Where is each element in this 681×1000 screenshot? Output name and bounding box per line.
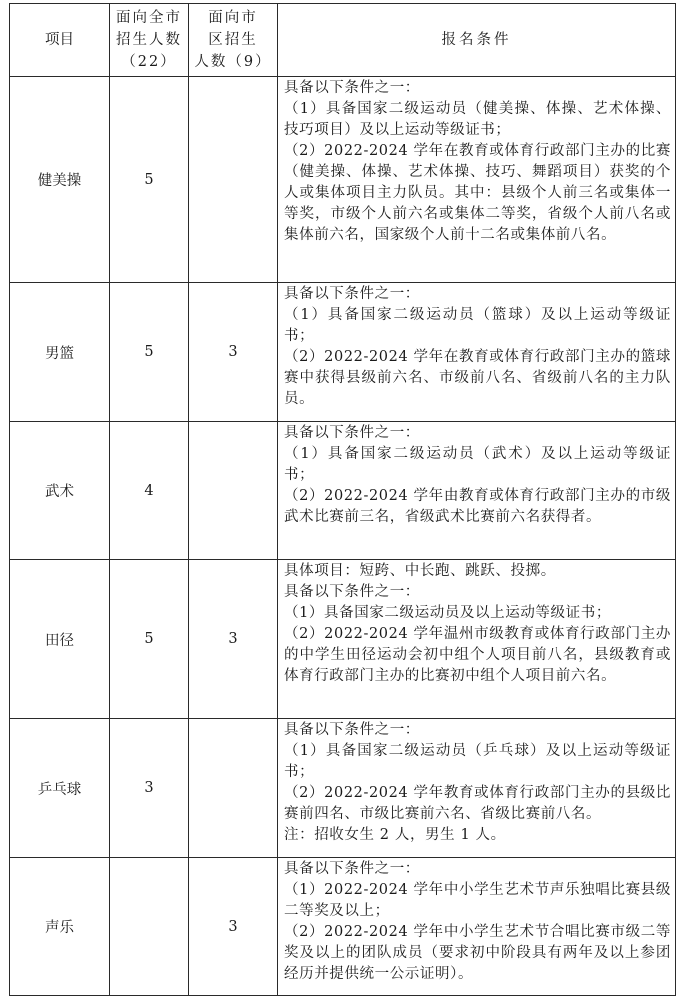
table-row xyxy=(10,283,676,422)
row-item-name: 男篮 xyxy=(10,283,110,422)
condition-line: （1）具备国家二级运动员（篮球）及以上运动等级证书； xyxy=(284,307,671,344)
condition-line: 具备以下条件之一： xyxy=(284,425,420,441)
row-conditions xyxy=(278,858,676,996)
condition-line: （1）具备国家二级运动员及以上运动等级证书； xyxy=(284,605,611,621)
table-row xyxy=(10,560,676,719)
condition-line: （2）2022-2024 学年由教育或体育行政部门主办的市级武术比赛前三名，省级武术比赛前六名获得者。 xyxy=(284,488,671,525)
row-item-name: 乒乓球 xyxy=(10,719,110,858)
row-city-count: 4 xyxy=(110,422,189,560)
table-row xyxy=(10,422,676,560)
condition-line: （2）2022-2024 学年中小学生艺术节合唱比赛市级二等奖及以上的团队成员（要求初中阶段具有两年及以上参团经历并提供统一公示证明）。 xyxy=(284,924,671,982)
table-row xyxy=(10,77,676,283)
header-district-line2: 区招生 xyxy=(208,32,258,48)
header-conditions: 报名条件 xyxy=(278,4,676,77)
condition-line: 具备以下条件之一： xyxy=(284,584,420,600)
condition-line: 具体项目：短跨、中长跑、跳跃、投掷。 xyxy=(284,563,556,579)
row-city-count: 3 xyxy=(110,719,189,858)
row-item-name: 声乐 xyxy=(10,858,110,996)
header-city-line3: （22） xyxy=(121,54,177,70)
condition-line: （2）2022-2024 学年在教育或体育行政部门主办的比赛（健美操、体操、艺术体操、技巧、舞蹈项目）获奖的个人或集体项目主力队员。其中：县级个人前三名或集体一等奖，市级个人前六名或集体二等奖，省级个人前八名或集体前六名，国家级个人前十二名或集体前八名。 xyxy=(284,143,671,243)
header-city-line2: 招生人数 xyxy=(116,32,182,48)
condition-line: 注：招收女生 2 人，男生 1 人。 xyxy=(284,827,506,843)
admission-table xyxy=(9,3,676,996)
row-conditions xyxy=(278,422,676,560)
header-item: 项目 xyxy=(10,4,110,77)
row-city-count: 5 xyxy=(110,283,189,422)
row-item-name: 武术 xyxy=(10,422,110,560)
row-district-count: 3 xyxy=(189,283,278,422)
row-district-count: 3 xyxy=(189,560,278,719)
row-city-count: 5 xyxy=(110,560,189,719)
condition-line: （2）2022-2024 学年教育或体育行政部门主办的县级比赛前四名、市级比赛前六名、省级比赛前八名。 xyxy=(284,785,671,822)
condition-line: （2）2022-2024 学年温州市级教育或体育行政部门主办的中学生田径运动会初中组个人项目前八名，县级教育或体育行政部门主办的比赛初中组个人项目前六名。 xyxy=(284,626,671,684)
row-conditions xyxy=(278,77,676,283)
row-conditions xyxy=(278,719,676,858)
condition-line: 具备以下条件之一： xyxy=(284,722,420,738)
header-city-quota xyxy=(110,4,189,77)
header-row xyxy=(10,4,676,77)
row-district-count xyxy=(189,422,278,560)
header-district-line1: 面向市 xyxy=(208,10,258,26)
condition-line: （2）2022-2024 学年在教育或体育行政部门主办的篮球赛中获得县级前六名、市级前八名、省级前八名的主力队员。 xyxy=(284,349,671,407)
condition-line: （1）具备国家二级运动员（武术）及以上运动等级证书； xyxy=(284,446,671,483)
row-district-count xyxy=(189,77,278,283)
row-district-count: 3 xyxy=(189,858,278,996)
row-city-count: 5 xyxy=(110,77,189,283)
row-conditions xyxy=(278,560,676,719)
condition-line: 具备以下条件之一： xyxy=(284,80,420,96)
row-district-count xyxy=(189,719,278,858)
row-item-name: 健美操 xyxy=(10,77,110,283)
header-city-line1: 面向全市 xyxy=(116,10,182,26)
table-row xyxy=(10,858,676,996)
condition-line: 具备以下条件之一： xyxy=(284,286,420,302)
condition-line: 具备以下条件之一： xyxy=(284,861,420,877)
table-row xyxy=(10,719,676,858)
condition-line: （1）具备国家二级运动员（乒乓球）及以上运动等级证书； xyxy=(284,743,671,780)
row-city-count xyxy=(110,858,189,996)
header-district-quota xyxy=(189,4,278,77)
header-district-line3: 人数（9） xyxy=(194,54,272,70)
row-item-name: 田径 xyxy=(10,560,110,719)
condition-line: （1）2022-2024 学年中小学生艺术节声乐独唱比赛县级二等奖及以上； xyxy=(284,882,671,919)
condition-line: （1）具备国家二级运动员（健美操、体操、艺术体操、技巧项目）及以上运动等级证书； xyxy=(284,101,671,138)
row-conditions xyxy=(278,283,676,422)
